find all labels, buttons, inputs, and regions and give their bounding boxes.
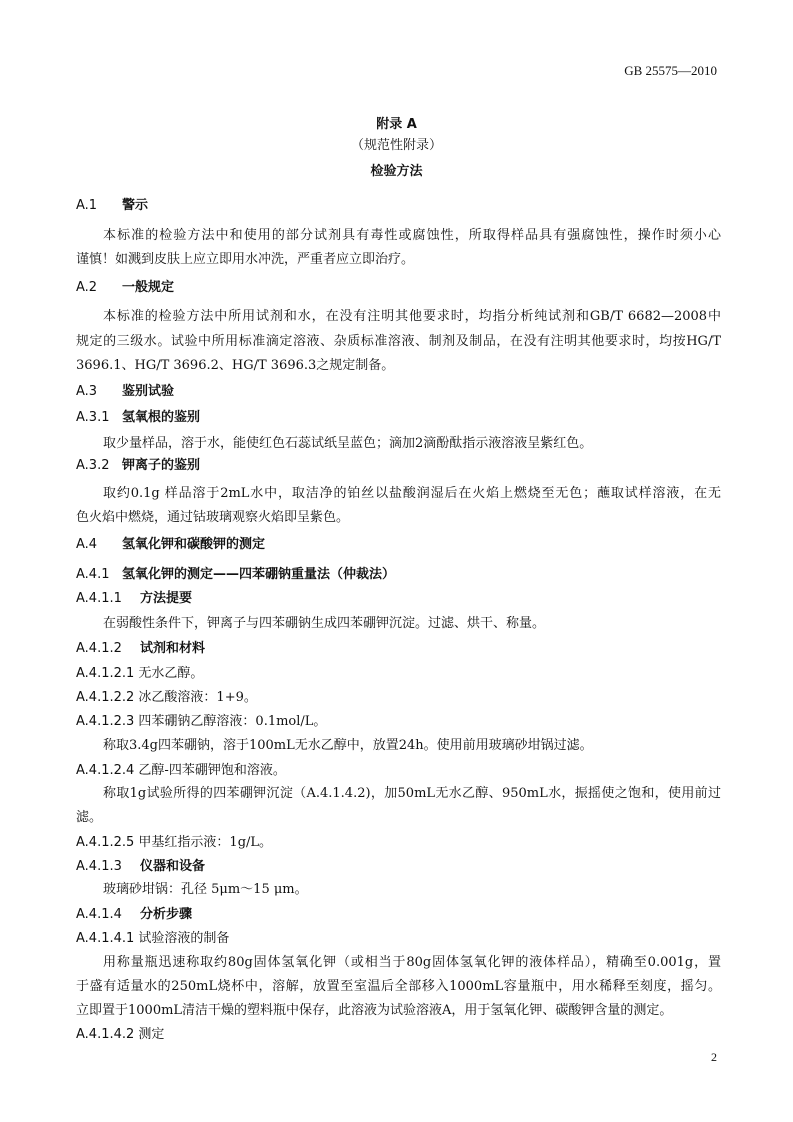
- item-a4-1-4-1: A.4.1.4.1 试验溶液的制备: [76, 931, 230, 946]
- appendix-type: （规范性附录）: [350, 138, 442, 153]
- paragraph-a3-2-line-1: 取约0.1g 样品溶于2mL水中，取洁净的铂丝以盐酸润湿后在火焰上燃烧至无色；蘸取试样溶液，在无: [103, 486, 721, 501]
- item-a4-1-4-2: A.4.1.4.2 测定: [76, 1027, 165, 1042]
- paragraph-a3-2-line-2: 色火焰中燃烧，通过钴玻璃观察火焰即呈紫色。: [76, 510, 350, 525]
- paragraph-a2-line-3: 3696.1、HG/T 3696.2、HG/T 3696.3之规定制备。: [76, 358, 395, 373]
- item-a4-1-2-5: A.4.1.2.5 甲基红指示液：1g/L。: [76, 835, 273, 850]
- paragraph-a2-line-1: 本标准的检验方法中所用试剂和水，在没有注明其他要求时，均指分析纯试剂和GB/T 6682—2008中: [103, 309, 721, 324]
- heading-a3-2: A.3.2 钾离子的鉴别: [76, 458, 201, 473]
- paragraph-a4-1-4-1-line-2: 于盛有适量水的250mL烧杯中，溶解，放置至室温后全部移入1000mL容量瓶中，用水稀释至刻度，摇匀。: [76, 979, 721, 994]
- paragraph-a4-1-2-3: 称取3.4g四苯硼钠，溶于100mL无水乙醇中，放置24h。使用前用玻璃砂坩锅过滤。: [103, 738, 593, 753]
- item-a4-1-2-2: A.4.1.2.2 冰乙酸溶液：1+9。: [76, 690, 257, 705]
- paragraph-a4-1-4-1-line-3: 立即置于1000mL清洁干燥的塑料瓶中保存，此溶液为试验溶液A，用于氢氧化钾、碳酸钾含量的测定。: [76, 1003, 673, 1018]
- appendix-subtitle: 检验方法: [370, 164, 423, 179]
- paragraph-a1-line-2: 谨慎！如溅到皮肤上应立即用水冲洗，严重者应立即治疗。: [76, 252, 415, 267]
- paragraph-a3-1: 取少量样品，溶于水，能使红色石蕊试纸呈蓝色；滴加2滴酚酞指示液溶液呈紫红色。: [103, 436, 593, 451]
- standard-number: GB 25575—2010: [624, 63, 717, 78]
- paragraph-a4-1-2-4-line-2: 滤。: [76, 810, 103, 825]
- heading-a3-1: A.3.1 氢氧根的鉴别: [76, 410, 201, 425]
- item-a4-1-2-4: A.4.1.2.4 乙醇-四苯硼钾饱和溶液。: [76, 763, 286, 778]
- heading-a3: A.3 鉴别试验: [76, 384, 175, 399]
- heading-a2: A.2 一般规定: [76, 280, 175, 295]
- item-a4-1-2-1: A.4.1.2.1 无水乙醇。: [76, 666, 204, 681]
- paragraph-a2-line-2: 规定的三级水。试验中所用标准滴定溶液、杂质标准溶液、制剂及制品，在没有注明其他要求时，均按HG/T: [76, 334, 721, 349]
- page-number: 2: [711, 1050, 717, 1064]
- appendix-title: 附录 A: [376, 117, 417, 132]
- heading-a4-1-2: A.4.1.2 试剂和材料: [76, 641, 206, 656]
- paragraph-a4-1-2-4-line-1: 称取1g试验所得的四苯硼钾沉淀（A.4.1.4.2)，加50mL无水乙醇、950mL水，振摇使之饱和，使用前过: [103, 786, 721, 801]
- paragraph-a4-1-4-1-line-1: 用称量瓶迅速称取约80g固体氢氧化钾（或相当于80g固体氢氧化钾的液体样品），精确至0.001g，置: [103, 955, 721, 970]
- heading-a4-1: A.4.1 氢氧化钾的测定——四苯硼钠重量法（仲裁法）: [76, 567, 396, 582]
- heading-a1: A.1 警示: [76, 198, 149, 213]
- heading-a4: A.4 氢氧化钾和碳酸钾的测定: [76, 537, 266, 552]
- paragraph-a4-1-1: 在弱酸性条件下，钾离子与四苯硼钠生成四苯硼钾沉淀。过滤、烘干、称量。: [103, 616, 546, 631]
- item-a4-1-2-3: A.4.1.2.3 四苯硼钠乙醇溶液：0.1mol/L。: [76, 714, 327, 729]
- paragraph-a1-line-1: 本标准的检验方法中和使用的部分试剂具有毒性或腐蚀性，所取得样品具有强腐蚀性，操作时须小心: [103, 228, 721, 243]
- paragraph-a4-1-3: 玻璃砂坩锅：孔径 5μm～15 μm。: [103, 882, 308, 897]
- heading-a4-1-3: A.4.1.3 仪器和设备: [76, 859, 206, 874]
- heading-a4-1-1: A.4.1.1 方法提要: [76, 591, 193, 606]
- heading-a4-1-4: A.4.1.4 分析步骤: [76, 907, 193, 922]
